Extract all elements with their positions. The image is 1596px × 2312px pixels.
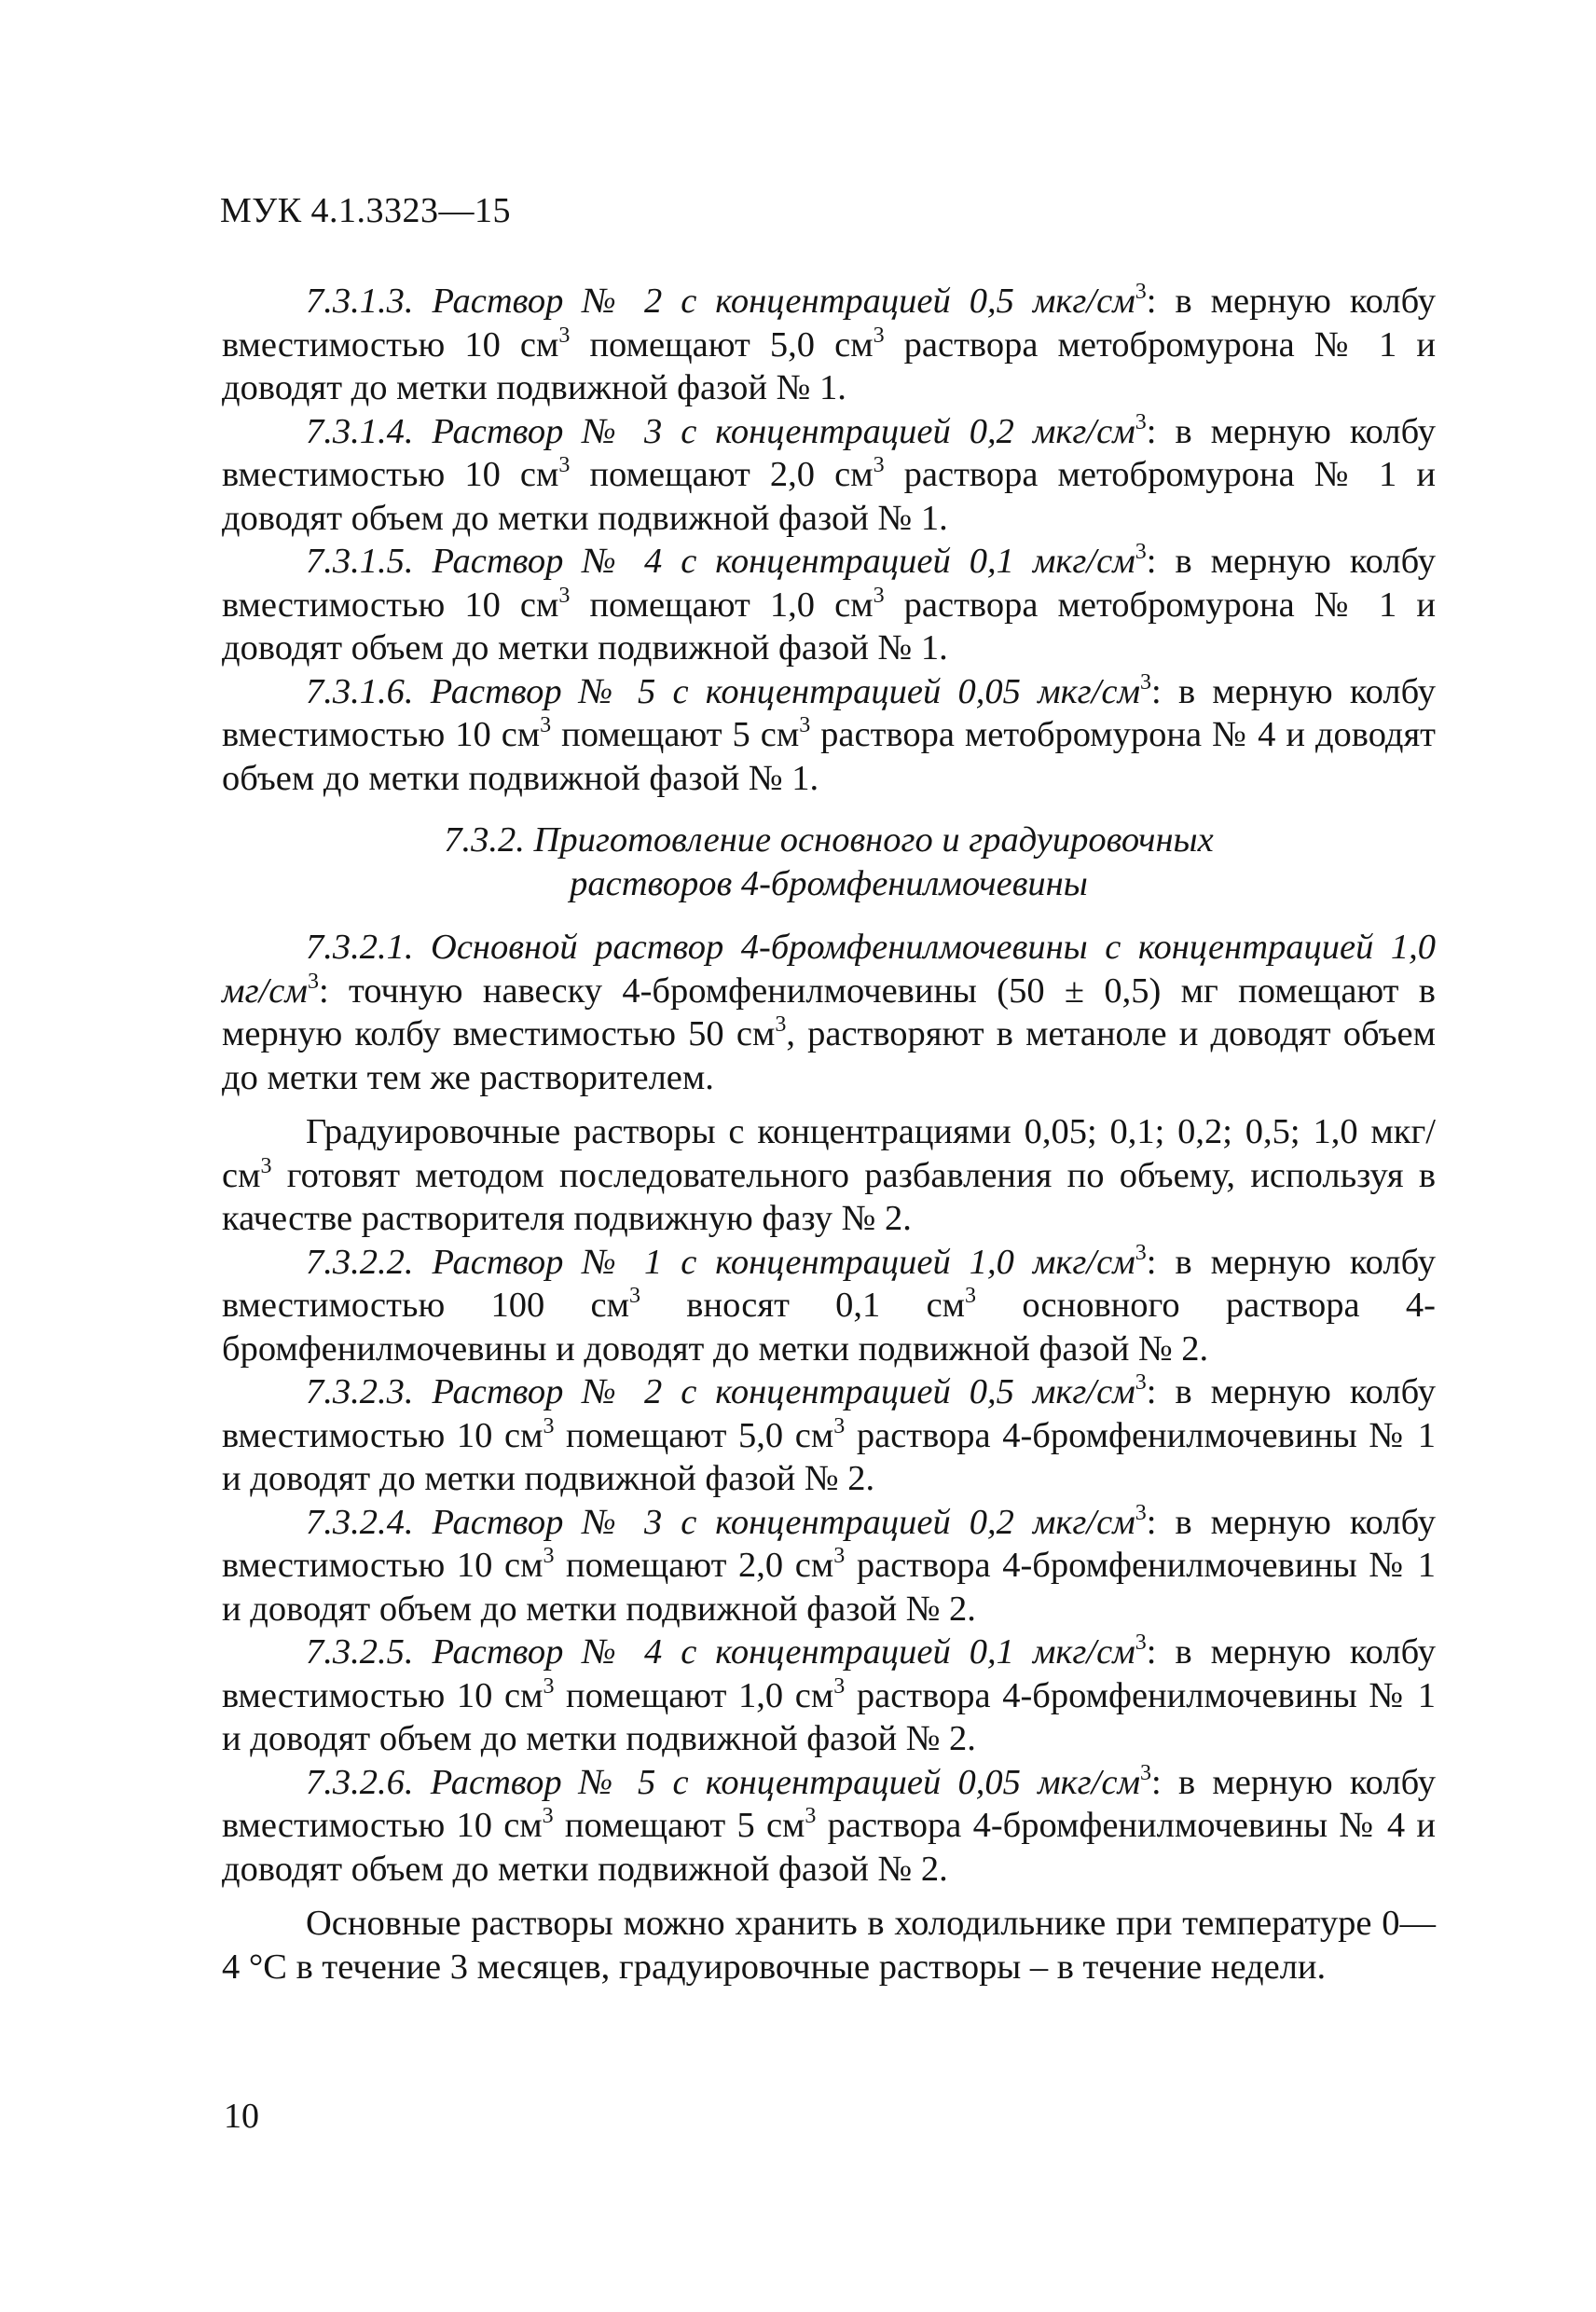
superscript: 3 xyxy=(260,1153,272,1178)
paragraph-text: раствора метобромурона № 1 и доводят объем до метки подвижной фазой № 1. xyxy=(222,585,1436,667)
superscript: 3 xyxy=(799,713,811,737)
superscript: 3 xyxy=(543,1544,555,1568)
paragraph-7-3-2-3 xyxy=(222,1370,1436,1501)
superscript: 3 xyxy=(873,583,885,608)
paragraph-7-3-1-5 xyxy=(222,540,1436,670)
paragraph-7-3-2-5 xyxy=(222,1631,1436,1761)
superscript: 3 xyxy=(873,453,885,477)
paragraph-text: : в мерную колбу вместимостью 10 см xyxy=(222,1372,1436,1455)
paragraph-heading: 7.3.2.6. Раствор № 5 с концентрацией 0,05 мкг/см xyxy=(306,1762,1141,1802)
paragraph-text: помещают 2,0 см xyxy=(570,455,874,494)
paragraph-heading: 7.3.1.4. Раствор № 3 с концентрацией 0,2 мкг/см xyxy=(306,411,1135,451)
superscript: 3 xyxy=(873,323,885,348)
paragraph-7-3-2-2 xyxy=(222,1241,1436,1371)
superscript: 3 xyxy=(805,1804,817,1828)
superscript: 3 xyxy=(965,1284,977,1308)
paragraph-heading: 7.3.2.3. Раствор № 2 с концентрацией 0,5 мкг/см xyxy=(306,1372,1135,1411)
paragraph-text: : точную навеску 4-бромфенилмочевины (50 ± 0,5) мг помещают в мерную колбу вместимостью 50 см xyxy=(222,970,1436,1053)
paragraph-text: , растворяют в метаноле и доводят объем до метки тем же растворителем. xyxy=(222,1014,1436,1097)
superscript: 3 xyxy=(1135,280,1147,304)
paragraph-text: помещают 5 см xyxy=(551,715,800,754)
superscript: 3 xyxy=(1140,669,1152,695)
paragraph-text: помещают 2,0 см xyxy=(554,1546,834,1585)
paragraph-text: : в мерную колбу вместимостью 10 см xyxy=(222,411,1436,494)
paragraph-text: : в мерную колбу вместимостью 100 см xyxy=(222,1242,1436,1325)
superscript: 3 xyxy=(1135,409,1147,434)
paragraph-7-3-2-6 xyxy=(222,1761,1436,1892)
paragraph-text: : в мерную колбу вместимостью 10 см xyxy=(222,1502,1436,1585)
paragraph-text: : в мерную колбу вместимостью 10 см xyxy=(222,282,1436,365)
paragraph-text: раствора 4-бромфенилмочевины № 1 и доводят объем до метки подвижной фазой № 2. xyxy=(222,1546,1436,1629)
superscript: 3 xyxy=(540,713,552,737)
superscript: 3 xyxy=(833,1544,846,1568)
paragraph-text: раствора 4-бромфенилмочевины № 1 и доводят объем до метки подвижной фазой № 2. xyxy=(222,1675,1436,1758)
paragraph-storage: Основные растворы можно хранить в холодильнике при температуре 0—4 °С в течение 3 месяцев, градуировочные растворы – в течение недели. xyxy=(222,1904,1436,1987)
superscript: 3 xyxy=(543,1673,555,1699)
paragraph-heading: 7.3.1.3. Раствор № 2 с концентрацией 0,5 мкг/см xyxy=(306,282,1135,321)
superscript: 3 xyxy=(542,1804,554,1828)
paragraph-text: раствора 4-бромфенилмочевины № 1 и доводят до метки подвижной фазой № 2. xyxy=(222,1415,1436,1498)
paragraph-7-3-1-4 xyxy=(222,410,1436,541)
paragraph-text: : в мерную колбу вместимостью 10 см xyxy=(222,671,1436,754)
paragraph-text: помещают 1,0 см xyxy=(570,585,874,625)
paragraph-text: : в мерную колбу вместимостью 10 см xyxy=(222,1762,1436,1845)
paragraph-text: : в мерную колбу вместимостью 10 см xyxy=(222,542,1436,625)
paragraph-text: помещают 5 см xyxy=(553,1806,805,1845)
paragraph-calibration xyxy=(222,1110,1436,1241)
paragraph-text: основного раствора 4-бромфенилмочевины и доводят до метки подвижной фазой № 2. xyxy=(222,1286,1436,1369)
superscript: 3 xyxy=(629,1284,641,1308)
superscript: 3 xyxy=(543,1413,555,1438)
superscript: 3 xyxy=(1135,540,1147,564)
paragraph-7-3-2-4 xyxy=(222,1501,1436,1631)
paragraph-text: : в мерную колбу вместимостью 10 см xyxy=(222,1632,1436,1715)
paragraph-text: раствора метобромурона № 1 и доводят до метки подвижной фазой № 1. xyxy=(222,324,1436,407)
paragraph-text: Градуировочные растворы с концентрациями 0,05; 0,1; 0,2; 0,5; 1,0 мкг/см xyxy=(222,1112,1436,1195)
section-title-line: растворов 4-бромфенилмочевины xyxy=(570,863,1088,903)
paragraph-text: помещают 5,0 см xyxy=(554,1415,834,1455)
paragraph-heading: 7.3.1.6. Раствор № 5 с концентрацией 0,05 мкг/см xyxy=(306,671,1141,711)
paragraph-heading: 7.3.2.4. Раствор № 3 с концентрацией 0,2 мкг/см xyxy=(306,1502,1135,1542)
superscript: 3 xyxy=(558,323,571,348)
superscript: 3 xyxy=(833,1413,846,1438)
paragraph-heading: 7.3.2.1. Основной раствор 4-бромфенилмочевины с концентрацией 1,0 мг/см xyxy=(222,928,1436,1011)
superscript: 3 xyxy=(1135,1631,1147,1655)
section-title xyxy=(222,819,1436,905)
paragraph-heading: 7.3.2.2. Раствор № 1 с концентрацией 1,0 мкг/см xyxy=(306,1242,1135,1282)
superscript: 3 xyxy=(558,453,571,477)
superscript: 3 xyxy=(307,969,319,994)
paragraph-text: готовят методом последовательного разбавления по объему, используя в качестве растворителя подвижную фазу № 2. xyxy=(222,1155,1436,1238)
paragraph-text: вносят 0,1 см xyxy=(640,1286,966,1325)
superscript: 3 xyxy=(833,1673,846,1699)
superscript: 3 xyxy=(775,1012,787,1037)
paragraph-7-3-2-1 xyxy=(222,926,1436,1099)
paragraph-7-3-1-6 xyxy=(222,670,1436,801)
paragraph-text: раствора метобромурона № 1 и доводят объем до метки подвижной фазой № 1. xyxy=(222,455,1436,538)
superscript: 3 xyxy=(558,583,571,608)
page-number: 10 xyxy=(224,2097,259,2136)
section-title-line: 7.3.2. Приготовление основного и градуировочных xyxy=(444,820,1214,860)
superscript: 3 xyxy=(1135,1500,1147,1525)
document-body xyxy=(222,280,1436,1989)
paragraph-text: раствора метобромурона № 4 и доводят объем до метки подвижной фазой № 1. xyxy=(222,715,1436,798)
paragraph-text: помещают 1,0 см xyxy=(554,1675,834,1715)
superscript: 3 xyxy=(1140,1760,1152,1785)
document-header: МУК 4.1.3323—15 xyxy=(220,191,512,230)
paragraph-heading: 7.3.1.5. Раствор № 4 с концентрацией 0,1 мкг/см xyxy=(306,542,1135,581)
paragraph-text: раствора 4-бромфенилмочевины № 4 и доводят объем до метки подвижной фазой № 2. xyxy=(222,1806,1436,1889)
superscript: 3 xyxy=(1135,1370,1147,1395)
paragraph-7-3-1-3 xyxy=(222,280,1436,410)
paragraph-text: помещают 5,0 см xyxy=(570,324,874,365)
superscript: 3 xyxy=(1135,1240,1147,1265)
paragraph-heading: 7.3.2.5. Раствор № 4 с концентрацией 0,1 мкг/см xyxy=(306,1632,1135,1672)
